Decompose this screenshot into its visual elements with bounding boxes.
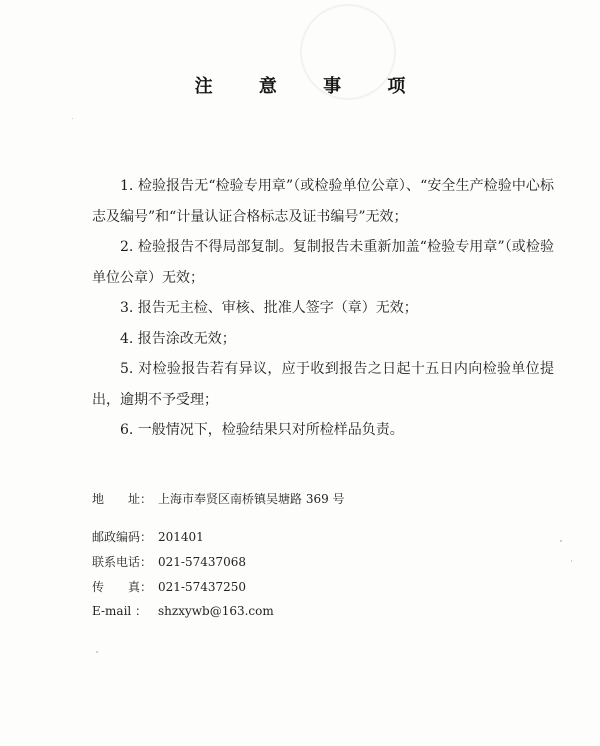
- note-item-5: 5. 对检验报告若有异议，应于收到报告之日起十五日内向检验单位提出，逾期不予受理；: [92, 361, 554, 408]
- phone-value: 021-57437068: [158, 555, 247, 569]
- phone-row: [92, 553, 246, 570]
- note-item-1: 1. 检验报告无“检验专用章”（或检验单位公章）、“安全生产检验中心标志及编号”和“计量认证合格标志及证书编号”无效；: [92, 178, 554, 225]
- fax-row: [92, 578, 246, 595]
- address-label: 地 址：: [92, 492, 153, 506]
- email-row: [92, 602, 274, 619]
- email-label: E-mail ：: [92, 604, 148, 618]
- scan-speck: [96, 651, 98, 653]
- notes-list: [92, 171, 554, 446]
- postcode-value: 201401: [158, 530, 204, 544]
- fax-value: 021-57437250: [158, 580, 247, 594]
- note-item-3: 3. 报告无主检、审核、批准人签字（章）无效；: [120, 300, 418, 316]
- scan-speck: [560, 540, 562, 542]
- address-row: [92, 490, 345, 507]
- note-item-6: 6. 一般情况下，检验结果只对所检样品负责。: [120, 422, 404, 438]
- scan-speck: [72, 118, 73, 119]
- note-item-2: 2. 检验报告不得局部复制。复制报告未重新加盖“检验专用章”（或检验单位公章）无效；: [92, 239, 554, 286]
- note-item-4: 4. 报告涂改无效；: [120, 330, 236, 347]
- address-value: 上海市奉贤区南桥镇吴塘路 369 号: [158, 492, 345, 506]
- postcode-label: 邮政编码：: [92, 530, 153, 544]
- postcode-row: [92, 528, 204, 545]
- page-title: 注 意 事 项: [194, 76, 426, 97]
- fax-label: 传 真：: [92, 580, 153, 594]
- email-value: shzxywb@163.com: [158, 604, 274, 618]
- phone-label: 联系电话：: [92, 555, 153, 569]
- scan-speck: [571, 560, 572, 562]
